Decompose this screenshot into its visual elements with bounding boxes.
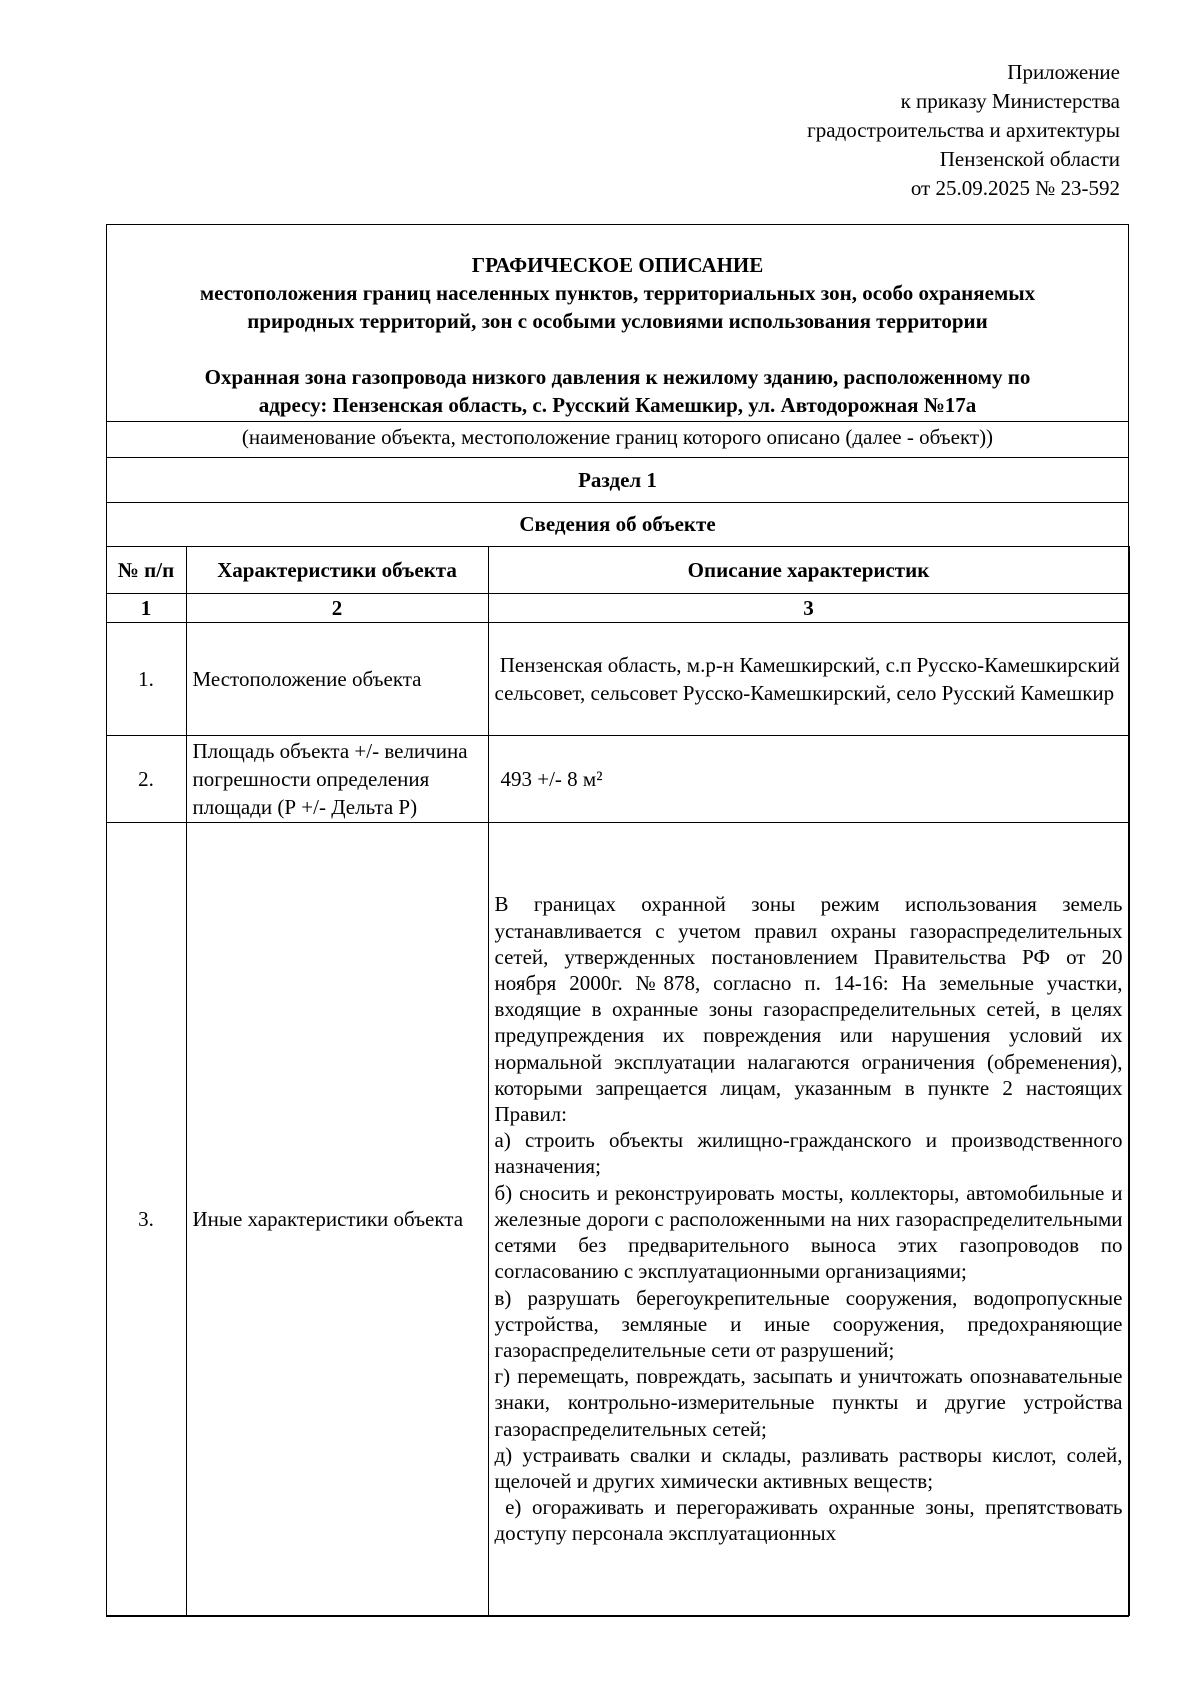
document-header xyxy=(107,225,1128,421)
document-title: ГРАФИЧЕСКОЕ ОПИСАНИЕ xyxy=(471,253,764,277)
restriction-item: г) перемещать, повреждать, засыпать и уничтожать опознавательные знаки, контрольно-измерительные пункты и другие устройства газораспределительных сетей; xyxy=(494,1364,1123,1441)
table-row xyxy=(106,623,1129,736)
object-info-table xyxy=(106,546,1130,1616)
approval-line: к приказу Министерства xyxy=(900,89,1120,113)
table-header-row xyxy=(106,547,1129,594)
restriction-item: в) разрушать берегоукрепительные сооружения, водопропускные устройства, земляные и иные сооружения, предохраняющие газораспределительные сети от разрушений; xyxy=(494,1285,1123,1362)
column-number: 1 xyxy=(106,594,186,623)
approval-block xyxy=(807,58,1120,203)
row-number: 1. xyxy=(106,623,186,736)
section-subtitle: Сведения об объекте xyxy=(107,502,1128,546)
table-row xyxy=(106,736,1129,823)
row-number: 2. xyxy=(106,736,186,823)
row-description: 493 +/- 8 м² xyxy=(488,736,1129,823)
row-characteristic: Иные характеристики объекта xyxy=(186,823,488,1616)
row-description xyxy=(488,823,1129,1616)
section-title: Раздел 1 xyxy=(107,457,1128,502)
column-number: 2 xyxy=(186,594,488,623)
table-row xyxy=(106,823,1129,1616)
column-number-row xyxy=(106,594,1129,623)
description-paragraph: В границах охранной зоны режим использования земель устанавливается с учетом правил охраны газораспределительных сетей, утвержденных постановлением Правительства РФ от 20 ноября 2000г. №878, согласно п. 14-16: На земельные участки, входящие в охранные зоны газораспределительных сетей, в целях предупреждения их повреждения или нарушения условий их нормальной эксплуатации налагаются ограничения (обременения), которыми запрещается лицам, указанным в пункте 2 настоящих Правил: xyxy=(494,892,1123,1127)
restriction-item: е) огораживать и перегораживать охранные зоны, препятствовать доступу персонала эксплуатационных xyxy=(494,1495,1128,1546)
document-frame xyxy=(106,224,1129,1617)
approval-line: градостроительства и архитектуры xyxy=(807,118,1120,142)
object-note: (наименование объекта, местоположение границ которого описано (далее - объект)) xyxy=(107,421,1128,457)
restriction-item: д) устраивать свалки и склады, разливать растворы кислот, солей, щелочей и других химически активных веществ; xyxy=(494,1442,1123,1493)
document-subtitle: местоположения границ населенных пунктов, территориальных зон, особо охраняемых природных территорий, зон с особыми условиями использования территории xyxy=(199,281,1036,333)
restriction-item: б) сносить и реконструировать мосты, коллекторы, автомобильные и железные дороги с расположенными на них газораспределительными сетями без предварительного выноса этих газопроводов по согласованию с эксплуатационными организациями; xyxy=(494,1180,1123,1284)
column-number: 3 xyxy=(488,594,1129,623)
object-name: Охранная зона газопровода низкого давления к нежилому зданию, расположенному по адресу: Пензенская область, с. Русский Камешкир, ул. Автодорожная №17а xyxy=(204,365,1031,417)
column-header: Описание характеристик xyxy=(488,547,1129,594)
approval-date-number: от 25.09.2025 № 23-592 xyxy=(910,176,1120,200)
row-characteristic: Площадь объекта +/- величина погрешности определения площади (Р +/- Дельта Р) xyxy=(186,736,488,823)
approval-line: Приложение xyxy=(1007,60,1120,84)
row-characteristic: Местоположение объекта xyxy=(186,623,488,736)
approval-line: Пензенской области xyxy=(939,147,1120,171)
row-description: Пензенская область, м.р-н Камешкирский, с.п Русско-Камешкирский сельсовет, сельсовет Русско-Камешкирский, село Русский Камешкир xyxy=(488,623,1129,736)
restriction-item: а) строить объекты жилищно-гражданского и производственного назначения; xyxy=(494,1128,1123,1179)
column-header: Характеристики объекта xyxy=(186,547,488,594)
column-header: № п/п xyxy=(106,547,186,594)
row-number: 3. xyxy=(106,823,186,1616)
